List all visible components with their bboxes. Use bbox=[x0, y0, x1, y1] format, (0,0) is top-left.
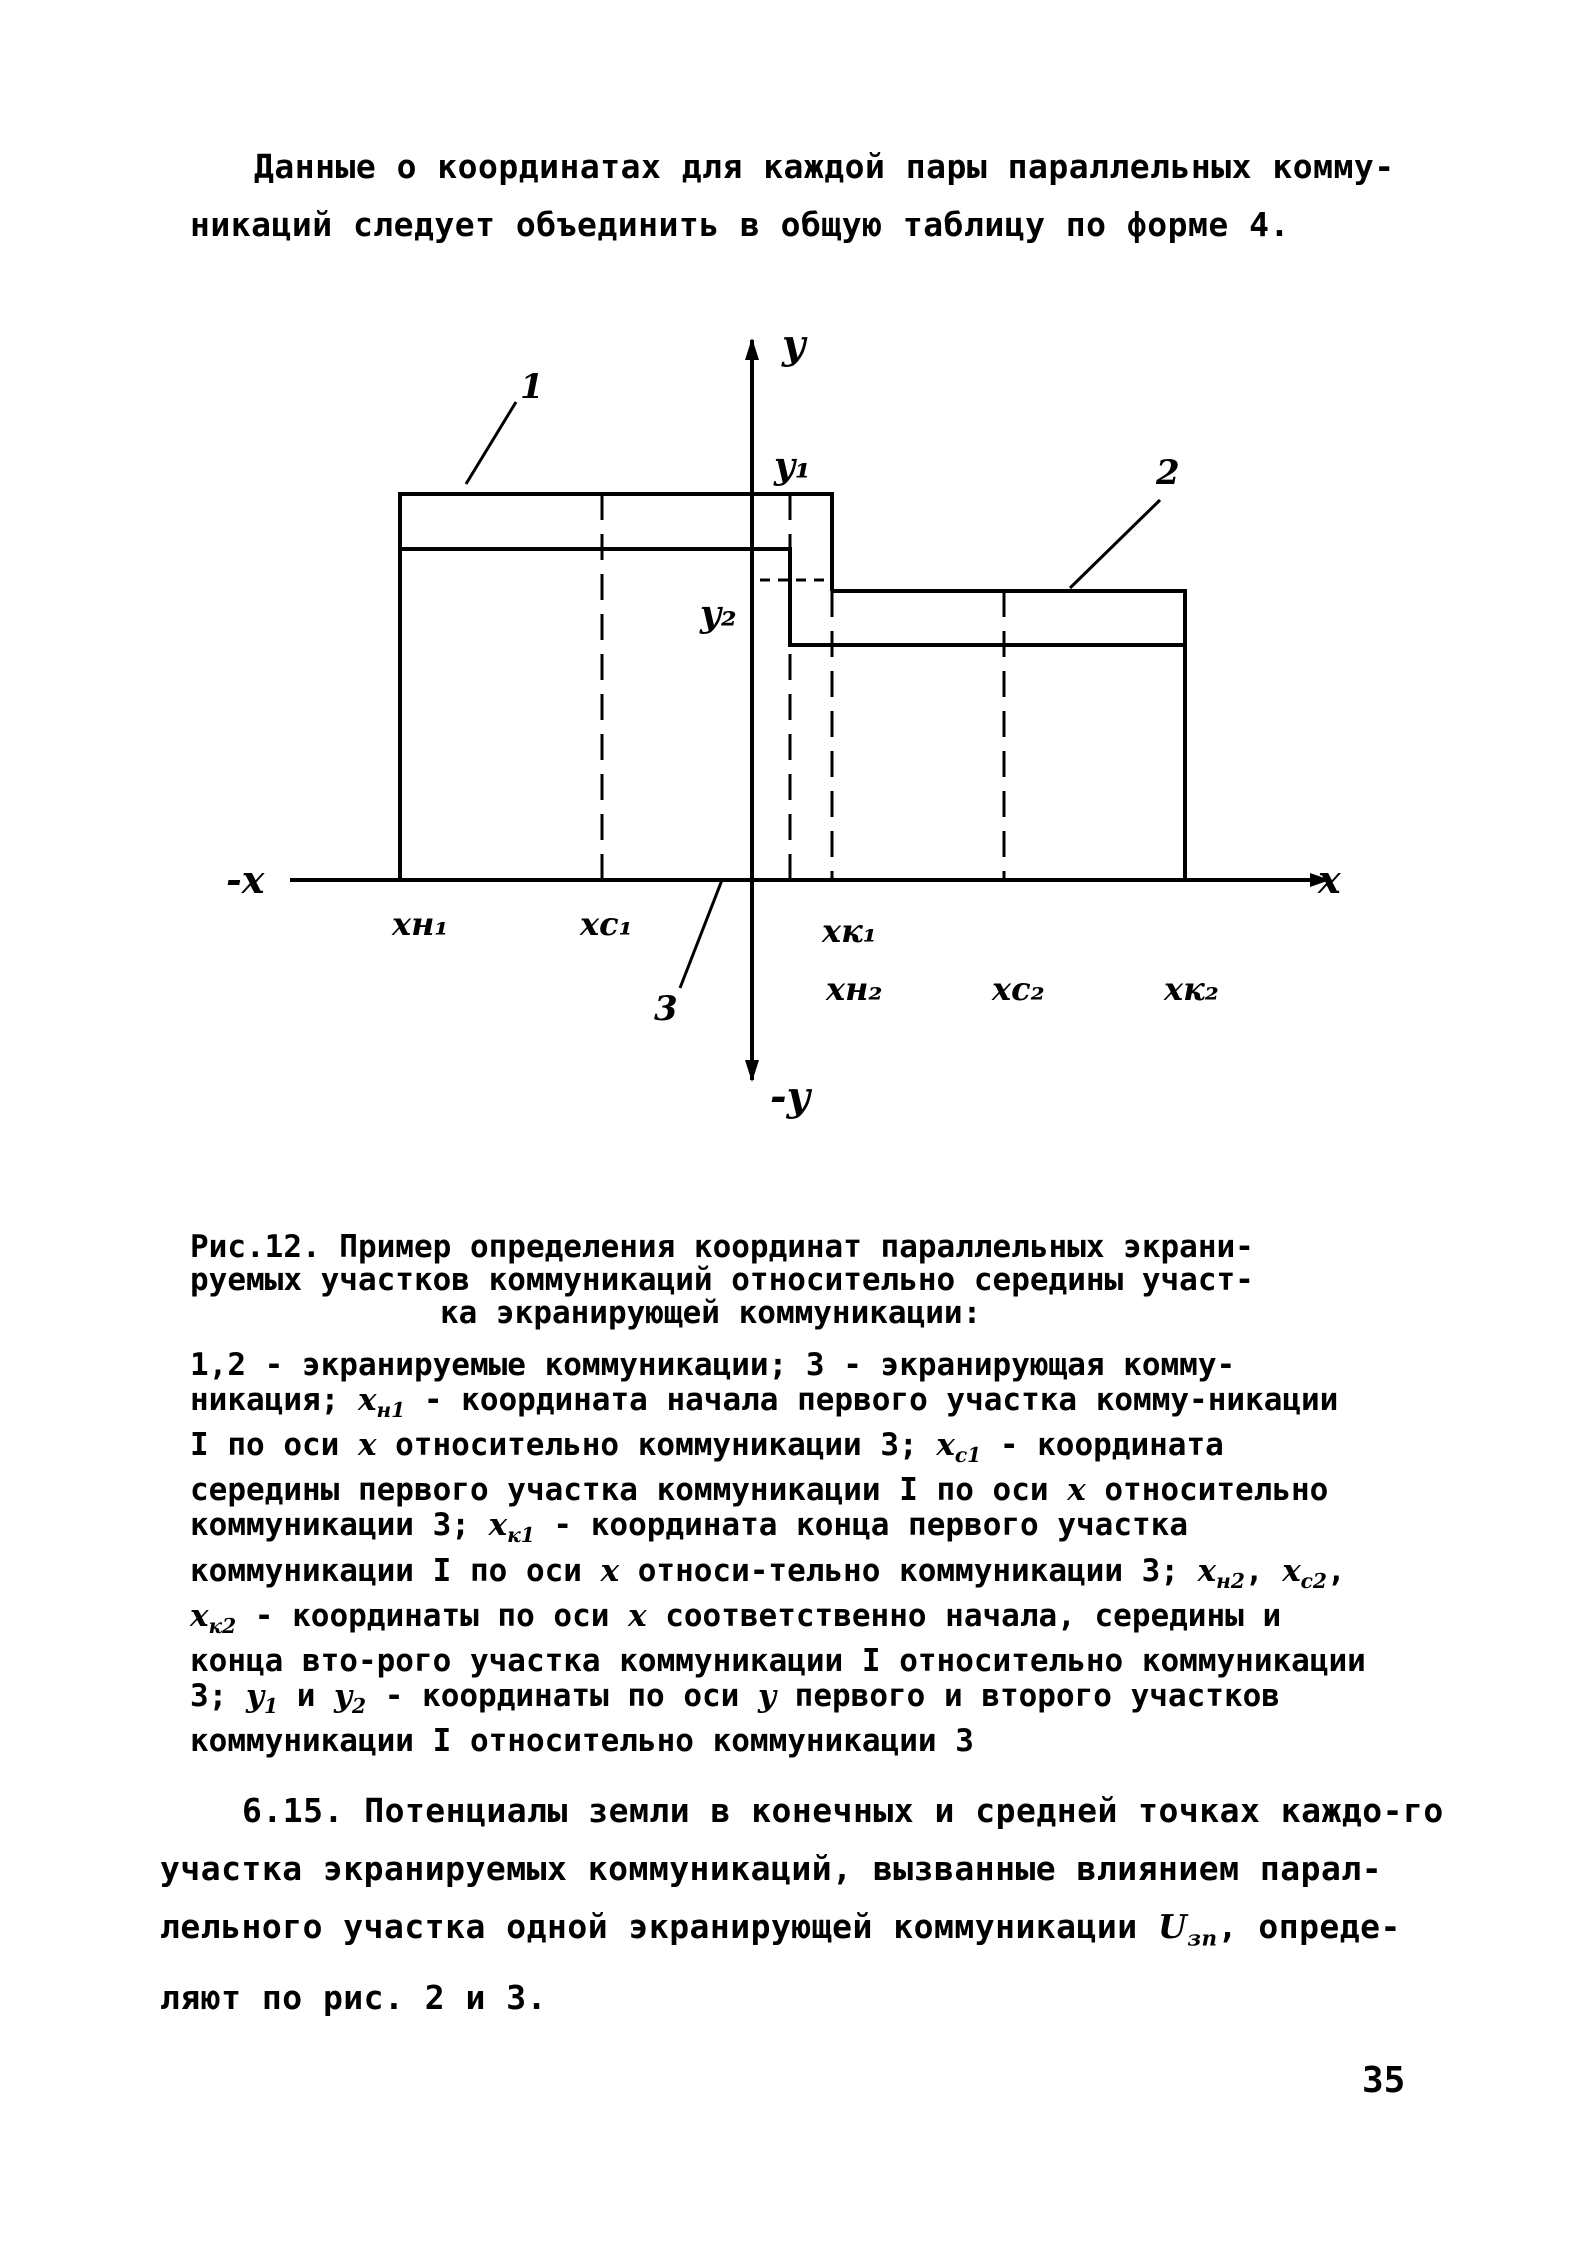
caption-text-5: относительно коммуникации 3; bbox=[190, 1472, 1329, 1544]
xn2-label: xн₂ bbox=[826, 970, 883, 1008]
caption-text-6: - координата конца первого участка коммуникации I по оси bbox=[190, 1507, 1188, 1589]
y1-label: y₁ bbox=[774, 445, 811, 487]
label-1: 1 bbox=[520, 367, 544, 407]
paragraph-6-15-text-b: , опреде-ляют по рис. 2 и 3. bbox=[160, 1907, 1401, 2017]
communication-2-line bbox=[400, 549, 1185, 645]
xk1-label: xк₁ bbox=[822, 912, 877, 950]
leader-1 bbox=[466, 402, 516, 484]
leader-2 bbox=[1070, 500, 1160, 588]
y-arrow-down bbox=[745, 1060, 759, 1082]
symbol-y2: $y_2$ bbox=[334, 1677, 367, 1719]
symbol-xn2: $x_{н2}$ bbox=[1197, 1552, 1245, 1593]
xn1-label: xн₁ bbox=[392, 905, 449, 943]
symbol-xk1: $x_{к1}$ bbox=[488, 1507, 535, 1548]
xc2-label: xс₂ bbox=[992, 970, 1045, 1008]
x-axis-label: x bbox=[1318, 857, 1341, 902]
paragraph-6-15-text-a: 6.15. Потенциалы земли в конечных и средней точках каждо-го участка экранируемых коммуникаций, вызванные влиянием парал-лельного участка одной экранирующей коммуникации bbox=[160, 1791, 1444, 1946]
caption-text-3: относительно коммуникации 3; bbox=[376, 1427, 937, 1464]
symbol-u3p: $U_{зп}$ bbox=[1158, 1907, 1218, 1952]
caption-text-11: соответственно начала, середины и конца вто-рого участка коммуникации I относительно коммуникации 3; bbox=[190, 1597, 1366, 1714]
caption-text-10: - координаты по оси bbox=[236, 1597, 629, 1634]
symbol-x: x bbox=[628, 1597, 647, 1634]
xk2-label: xк₂ bbox=[1164, 970, 1219, 1008]
figure-caption-body bbox=[190, 1348, 1370, 1759]
caption-text-1: 1,2 - экранируемые коммуникации; 3 - экранирующая комму-никация; bbox=[190, 1347, 1236, 1418]
caption-title-line-3: ка экранирующей коммуникации: bbox=[440, 1295, 982, 1331]
symbol-xn1: $x_{н1}$ bbox=[357, 1382, 406, 1423]
xc1-label: xс₁ bbox=[580, 905, 633, 943]
label-2: 2 bbox=[1156, 453, 1180, 493]
symbol-xc1: $x_{с1}$ bbox=[936, 1427, 982, 1468]
caption-title-line-1: Рис.12. Пример определения координат параллельных экрани- bbox=[190, 1229, 1254, 1265]
caption-text-12: и bbox=[278, 1677, 335, 1714]
y-arrow-up bbox=[745, 338, 759, 360]
symbol-y: y bbox=[758, 1677, 777, 1714]
y-neg-label: -y bbox=[770, 1073, 810, 1120]
symbol-x: x bbox=[357, 1427, 377, 1464]
x-neg-label: -x bbox=[226, 857, 265, 902]
symbol-x: x bbox=[600, 1552, 620, 1589]
caption-text-8: , bbox=[1244, 1552, 1283, 1589]
communication-1-line bbox=[400, 494, 832, 880]
y2-label: y₂ bbox=[700, 593, 737, 635]
label-3: 3 bbox=[654, 989, 678, 1029]
symbol-xk2: $x_{к2}$ bbox=[190, 1597, 237, 1638]
caption-text-13: - координаты по оси bbox=[366, 1677, 758, 1714]
caption-title-line-2: руемых участков коммуникаций относительно середины участ- bbox=[190, 1262, 1254, 1298]
leader-3 bbox=[680, 880, 722, 988]
paragraph-6-15 bbox=[160, 1782, 1450, 2027]
communication-2-upper bbox=[832, 591, 1185, 880]
intro-paragraph: Данные о координатах для каждой пары параллельных комму- никаций следует объединить в общую таблицу по форме 4. bbox=[190, 147, 1395, 244]
symbol-y1: $y_1$ bbox=[246, 1677, 279, 1719]
caption-text-14: первого и второго участков коммуникации I относительно коммуникации 3 bbox=[190, 1677, 1280, 1760]
caption-text-9: , bbox=[1326, 1552, 1346, 1589]
caption-text-4: - координата середины первого участка коммуникации I по оси bbox=[190, 1427, 1224, 1509]
caption-text-2: - координата начала первого участка комму-никации I по оси bbox=[190, 1382, 1339, 1464]
symbol-xc2: $x_{с2}$ bbox=[1282, 1552, 1327, 1593]
caption-text-7: относи-тельно коммуникации 3; bbox=[619, 1552, 1198, 1589]
figure-caption-title bbox=[190, 1198, 1370, 1363]
coordinate-figure bbox=[0, 300, 1594, 1160]
y-axis-label: y bbox=[782, 321, 806, 368]
page-number: 35 bbox=[1362, 2060, 1406, 2101]
symbol-x: x bbox=[1067, 1472, 1086, 1509]
